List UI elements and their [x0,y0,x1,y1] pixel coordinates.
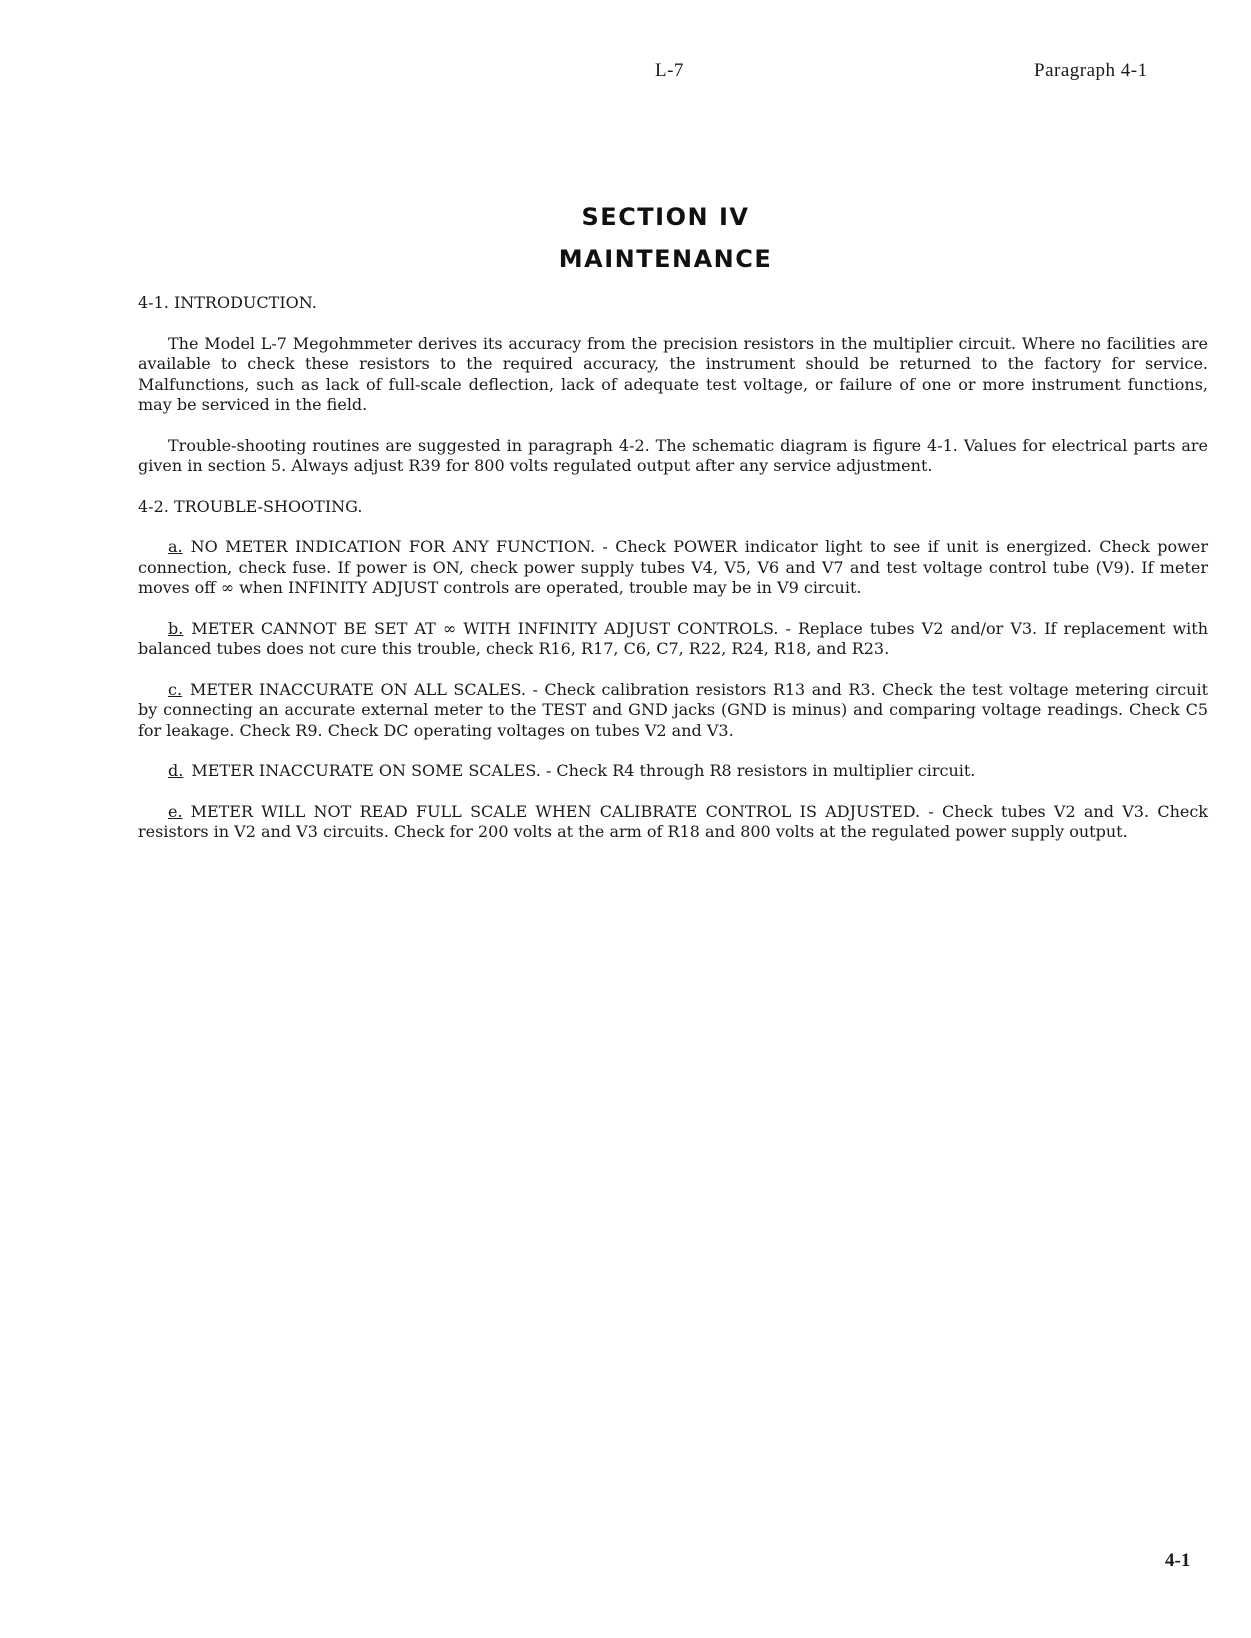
troubleshooting-item-d [138,761,1208,782]
item-letter: a. [168,537,183,556]
item-text: METER INACCURATE ON ALL SCALES. - Check calibration resistors R13 and R3. Check the test voltage metering circuit by connecting an accurate external meter to the TEST and GND jacks (GND is minus) and comparing voltage readings. Check C5 for leakage. Check R9. Check DC operating voltages on tubes V2 and V3. [138,679,1208,740]
troubleshooting-item-c [138,680,1208,742]
troubleshooting-heading: 4-2. TROUBLE-SHOOTING. [138,496,363,516]
item-text: METER CANNOT BE SET AT ∞ WITH INFINITY ADJUST CONTROLS. - Replace tubes V2 and/or V3. If replacement with balanced tubes does not cure this trouble, check R16, R17, C6, C7, R22, R24, R18, and R23. [138,618,1208,658]
section-subtitle: MAINTENANCE [558,245,773,273]
item-letter: d. [168,761,184,780]
introduction-paragraph-2: Trouble-shooting routines are suggested in paragraph 4-2. The schematic diagram is figure 4-1. Values for electrical parts are given in section 5. Always adjust R39 for 800 volts regulated output after any service adjustment. [138,435,1208,475]
item-letter: b. [168,618,184,638]
page-number: 4-1 [1165,1550,1191,1571]
troubleshooting-item-b [138,619,1208,660]
item-letter: c. [168,679,183,699]
section-title: SECTION IV [581,203,750,231]
item-text: NO METER INDICATION FOR ANY FUNCTION. - Check POWER indicator light to see if unit is energized. Check power connection, check fuse. If power is ON, check power supply tubes V4, V5, V6 and V7 and test voltage control tube (V9). If meter moves off ∞ when INFINITY ADJUST controls are operated, trouble may be in V9 circuit. [138,537,1208,597]
troubleshooting-item-e [138,802,1208,843]
document-body [138,293,1208,863]
introduction-paragraph-1: The Model L-7 Megohmmeter derives its accuracy from the precision resistors in the multiplier circuit. Where no facilities are available to check these resistors to the required accuracy, the instrument should be returned to the factory for service. Malfunctions, such as lack of full-scale deflection, lack of adequate test voltage, or failure of one or more instrument functions, may be serviced in the field. [138,333,1208,414]
item-text: METER INACCURATE ON SOME SCALES. - Check R4 through R8 resistors in multiplier circuit. [191,761,976,780]
header-paragraph-ref: Paragraph 4-1 [1034,60,1148,81]
troubleshooting-item-a [138,537,1208,599]
item-letter: e. [168,801,183,821]
header-document-id: L-7 [655,60,684,81]
introduction-heading: 4-1. INTRODUCTION. [138,293,317,312]
item-text: METER WILL NOT READ FULL SCALE WHEN CALIBRATE CONTROL IS ADJUSTED. - Check tubes V2 and V3. Check resistors in V2 and V3 circuits. Check for 200 volts at the arm of R18 and 800 volts at the regulated power supply output. [138,801,1208,841]
